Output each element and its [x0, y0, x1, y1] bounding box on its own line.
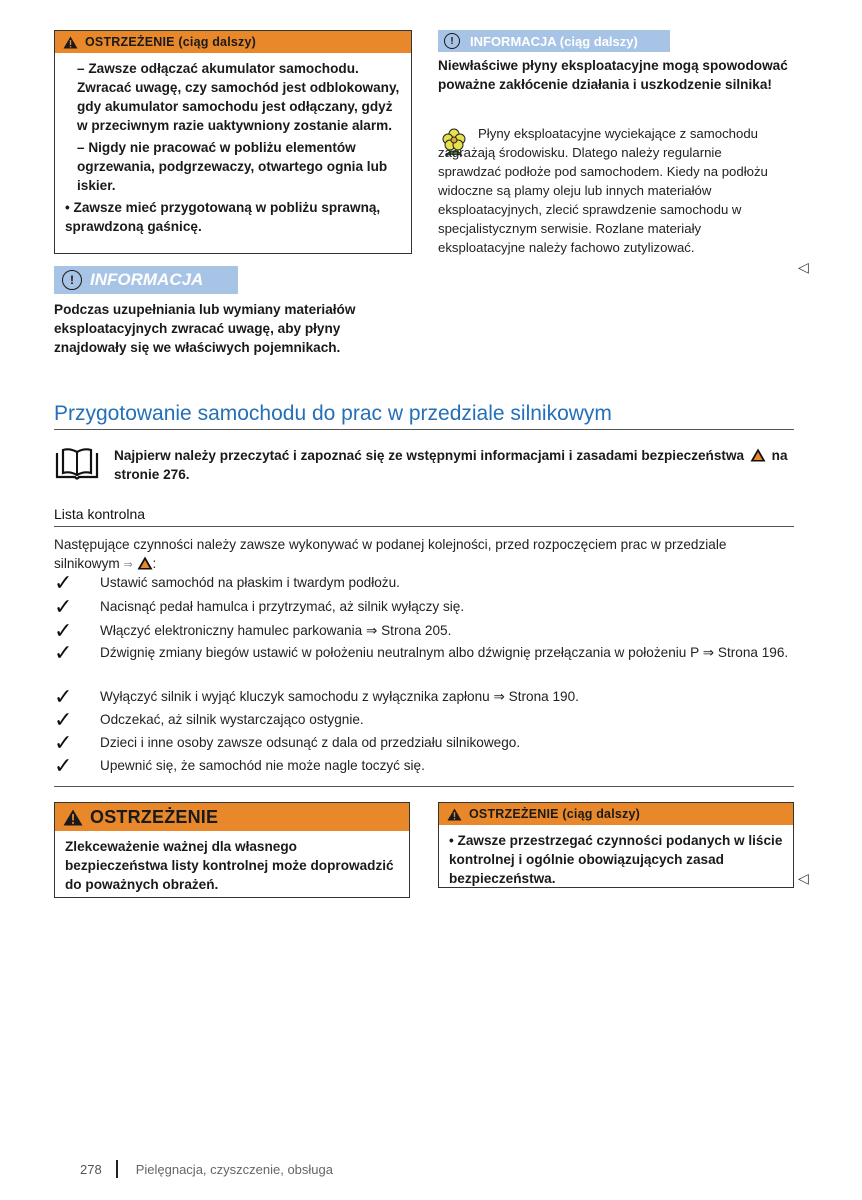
warning-box-continued	[438, 802, 794, 888]
environment-note: Płyny eksploatacyjne wyciekające z samochodu zagrażają środowisku. Dlatego należy regularnie sprawdzać podłoże pod samochodem. Kiedy na podłożu widoczne są plamy oleju lub innych materiałów eksploatacyjnych, zlecić sprawdzenie samochodu w specjalistycznym serwisie. Rozlane materiały eksploatacyjne należy fachowo zutylizować.	[438, 126, 768, 255]
warning-text: Zlekceważenie ważnej dla własnego bezpieczeństwa listy kontrolnej może doprowadzić do poważnych obrażeń.	[65, 839, 394, 892]
checkmark-icon: ✓	[54, 570, 73, 595]
checkmark-icon: ✓	[54, 640, 73, 665]
checklist-item	[54, 570, 794, 598]
info-text: Podczas uzupełniania lub wymiany materiałów eksploatacyjnych zwracać uwagę, aby płyny znajdowały się we właściwych pojemnikach.	[54, 302, 356, 355]
checklist-item-text: Wyłączyć silnik i wyjąć kluczyk samochodu z wyłącznika zapłonu ⇒ Strona 190.	[100, 689, 579, 704]
section-intro-text: Najpierw należy przeczytać i zapoznać się ze wstępnymi informacjami i zasadami bezpieczeństwa	[114, 448, 745, 463]
section-intro	[114, 446, 789, 484]
arrow-icon: ⇒	[123, 559, 133, 571]
warning-bullet-item: • Zawsze przestrzegać czynności podanych w liście kontrolnej i ogólnie obowiązujących zasad bezpieczeństwa.	[449, 833, 783, 886]
warning-header-label: OSTRZEŻENIE (ciąg dalszy)	[85, 35, 257, 49]
checklist-item-text: Dzieci i inne osoby zawsze odsunąć z dala od przedziału silnikowego.	[100, 735, 521, 750]
warning-header	[55, 803, 409, 831]
checklist-item	[54, 753, 794, 780]
warning-triangle-icon	[63, 809, 83, 826]
info-circle-icon: !	[62, 270, 82, 290]
checklist-item	[54, 594, 794, 622]
checklist-item	[54, 640, 794, 688]
checkmark-icon: ✓	[54, 730, 73, 755]
checkmark-icon: ✓	[54, 707, 73, 732]
checklist-item	[54, 684, 794, 711]
checklist-item-text: Dźwignię zmiany biegów ustawić w położeniu neutralnym albo dźwignię przełączania w położeniu P ⇒ Strona 196.	[100, 645, 789, 660]
warning-triangle-icon	[63, 36, 78, 49]
warning-bullet-item: • Zawsze mieć przygotowaną w pobliżu sprawną, sprawdzoną gaśnicę.	[65, 200, 381, 234]
warning-box	[54, 802, 410, 898]
checklist-item	[54, 730, 794, 757]
warning-box-continued	[54, 30, 412, 254]
info-header-continued	[438, 30, 670, 52]
warning-dash-item: – Nigdy nie pracować w pobliżu elementów ogrzewania, podgrzewaczy, otwartego ognia lub iskier.	[77, 140, 388, 193]
info-header	[54, 266, 238, 294]
footer-divider	[116, 1160, 118, 1178]
checklist	[54, 570, 794, 780]
checklist-item-text: Odczekać, aż silnik wystarczająco ostygnie.	[100, 712, 364, 727]
warning-triangle-icon	[447, 808, 462, 821]
checkmark-icon: ✓	[54, 594, 73, 619]
checklist-intro-text: Następujące czynności należy zawsze wykonywać w podanej kolejności, przed rozpoczęciem prac w przedziale silnikowym	[54, 537, 727, 571]
checkmark-icon: ✓	[54, 684, 73, 709]
section-intro-page-ref[interactable]: na stronie 276.	[114, 448, 788, 482]
warning-header	[439, 803, 793, 825]
checklist-title-underline	[54, 526, 794, 527]
book-icon	[54, 447, 100, 481]
checklist-item	[54, 618, 794, 644]
checkmark-icon: ✓	[54, 753, 73, 778]
section-end-mark: ◁	[798, 870, 809, 886]
checklist-item-text: Ustawić samochód na płaskim i twardym podłożu.	[100, 575, 400, 590]
warning-dash-item: – Zawsze odłączać akumulator samochodu. Zwracać uwagę, czy samochód jest odblokowany, gdy akumulator samochodu jest odłączany, gdyż w przeciwnym razie uaktywniony zostanie alarm.	[77, 61, 400, 133]
info-header-label: INFORMACJA	[90, 270, 204, 289]
checklist-bottom-rule	[54, 786, 794, 787]
checklist-item-text: Nacisnąć pedał hamulca i przytrzymać, aż silnik wyłączy się.	[100, 599, 465, 614]
section-title-underline	[54, 429, 794, 430]
info-circle-icon: !	[444, 33, 460, 49]
section-title: Przygotowanie samochodu do prac w przedziale silnikowym	[54, 402, 612, 425]
info-warning-text: Niewłaściwe płyny eksploatacyjne mogą spowodować poważne zakłócenie działania i uszkodzenie silnika!	[438, 58, 788, 92]
page-number: 278	[80, 1161, 102, 1177]
section-end-mark: ◁	[798, 259, 809, 275]
info-header-label: INFORMACJA (ciąg dalszy)	[470, 33, 638, 49]
checklist-item-text: Upewnić się, że samochód nie może nagle toczyć się.	[100, 758, 425, 773]
warning-header-label: OSTRZEŻENIE	[90, 806, 219, 827]
chapter-name: Pielęgnacja, czyszczenie, obsługa	[135, 1161, 333, 1177]
checklist-item-text: Włączyć elektroniczny hamulec parkowania ⇒ Strona 205.	[100, 623, 452, 638]
warning-header	[55, 31, 411, 53]
warning-triangle-icon	[750, 448, 766, 462]
checklist-item	[54, 707, 794, 734]
page-footer	[80, 1160, 333, 1178]
warning-header-label: OSTRZEŻENIE (ciąg dalszy)	[469, 807, 641, 821]
checklist-title: Lista kontrolna	[54, 506, 146, 522]
checkmark-icon: ✓	[54, 618, 73, 643]
warning-triangle-icon	[137, 556, 153, 570]
checklist-intro-suffix: :	[152, 556, 157, 571]
checklist-intro	[54, 535, 774, 575]
